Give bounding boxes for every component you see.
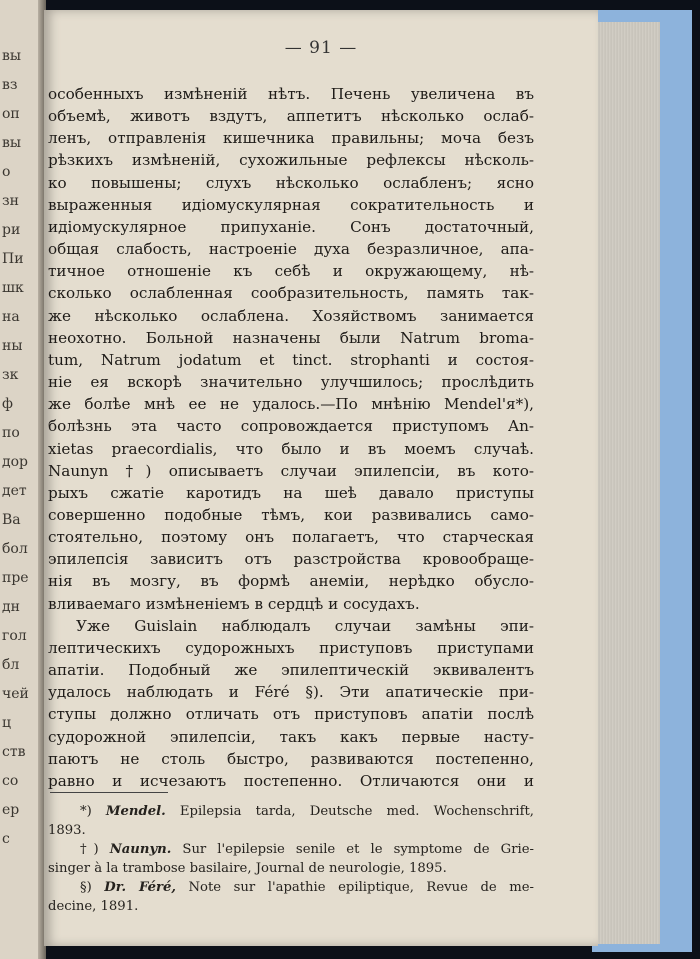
left-page-fragment: ер (2, 802, 20, 818)
text-line: tum, Natrum jodatum et tinct. strophanti и состоя- (48, 350, 534, 369)
text-line: рыхъ сжатіе каротидъ на шеѣ давало приступы (48, 483, 534, 502)
footnote (48, 878, 534, 897)
left-page-fragment: бол (2, 541, 28, 557)
footnote (48, 802, 534, 821)
footnote-author: Dr. Féré, (104, 880, 176, 895)
left-page-fragment: ц (2, 715, 12, 731)
text-line: Уже Guislain наблюдалъ случаи замѣны эпи- (76, 616, 534, 635)
body-text (48, 83, 534, 792)
left-page-fragment: ри (2, 222, 21, 238)
text-line: эпилепсія зависитъ отъ разстройства кровообраще- (48, 550, 534, 569)
footnote-continuation: decine, 1891. (48, 899, 139, 914)
left-page-fragment: вз (2, 77, 18, 93)
left-page-fragment: бл (2, 657, 20, 673)
left-page-fragment: зк (2, 367, 19, 383)
left-page-fragment: ны (2, 338, 23, 354)
text-line: особенныхъ измѣненій нѣтъ. Печень увеличена въ (48, 85, 534, 103)
page-edges (596, 22, 660, 944)
footnote-continuation: singer à la trambose basilaire, Journal de neurologie, 1895. (48, 861, 447, 876)
text-line: выраженныя идіомускулярная сократительность и (48, 195, 534, 214)
left-page-fragment: пре (2, 570, 29, 586)
footnote-text: Note sur l'apathie epiliptique, Revue de me- (188, 880, 534, 895)
left-page-fragment: оп (2, 106, 20, 122)
left-page-fragment: вы (2, 48, 22, 64)
footnote-rule (50, 792, 168, 793)
left-page-fragment: о (2, 164, 11, 180)
footnotes (48, 802, 534, 916)
left-page-fragment: дет (2, 483, 27, 499)
text-line: нія въ мозгу, въ формѣ анеміи, нерѣдко обусло- (48, 572, 534, 591)
text-line: апатіи. Подобный же эпилептическій эквивалентъ (48, 661, 534, 680)
text-line: неохотно. Больной назначены были Natrum bromа- (48, 328, 534, 347)
book-page (44, 10, 598, 946)
footnote-mark: †) (80, 842, 99, 857)
left-page-fragment: ф (2, 396, 13, 412)
text-line: ленъ, отправленія кишечника правильны; моча безъ (48, 129, 534, 148)
left-page-fragment: чей (2, 686, 29, 702)
text-line: Naunyn †) описываетъ случаи эпилепсіи, въ кото- (48, 461, 534, 480)
text-line: ніе ея вскорѣ значительно улучшилось; прослѣдить (48, 373, 534, 392)
left-page-fragment: со (2, 773, 19, 789)
left-page-fragment: зн (2, 193, 19, 209)
footnote-mark: §) (80, 880, 92, 895)
left-page-fragment: вы (2, 135, 22, 151)
left-page-fragment: Пи (2, 251, 24, 267)
footnote-continuation: 1893. (48, 823, 86, 838)
page-number: — 91 — (284, 38, 358, 58)
left-page-fragment: с (2, 831, 10, 847)
text-line: тичное отношеніе къ себѣ и окружающему, нѣ- (48, 262, 534, 281)
text-line: рѣзкихъ измѣненій, сухожильные рефлексы нѣсколь- (48, 151, 534, 170)
text-line: общая слабость, настроеніе духа безразличное, апа- (48, 240, 534, 259)
footnote-author: Naunyn. (109, 842, 172, 857)
left-page-fragment: шк (2, 280, 24, 296)
text-line: болѣзнь эта часто сопровождается приступомъ An- (48, 417, 534, 436)
text-line: равно и исчезаютъ постепенно. Отличаются они и (48, 771, 534, 790)
left-page-fragment: гол (2, 628, 27, 644)
text-line: же болѣе мнѣ ее не удалось.—По мнѣнію Mendel'я*), (48, 395, 534, 414)
left-page-fragment: ств (2, 744, 26, 760)
footnote-mark: *) (80, 804, 92, 819)
left-page-fragment: на (2, 309, 20, 325)
text-line: паютъ не столь быстро, развиваются постепенно, (48, 749, 534, 768)
footnote-author: Mendel. (105, 804, 166, 819)
text-line: xietas praecordialis, что было и въ моемъ случаѣ. (48, 439, 534, 458)
text-line: совершенно подобные тѣмъ, кои развивались само- (48, 505, 534, 524)
text-line: вливаемаго измѣненіемъ в сердцѣ и сосудахъ. (48, 594, 420, 613)
text-line: лептическихъ судорожныхъ приступовъ приступами (48, 638, 534, 657)
text-line: же нѣсколько ослаблена. Хозяйствомъ занимается (48, 306, 534, 325)
text-line: ко повышены; слухъ нѣсколько ослабленъ; ясно (48, 173, 534, 192)
footnote-text: Sur l'epilepsie senile et le symptome de Grie- (182, 842, 534, 857)
text-line: ступы должно отличать отъ приступовъ апатіи послѣ (48, 705, 534, 724)
text-line: объемѣ, животъ вздутъ, аппетитъ нѣсколько ослаб- (48, 107, 534, 126)
text-line: стоятельно, поэтому онъ полагаетъ, что старческая (48, 528, 534, 547)
left-page-fragment: по (2, 425, 20, 441)
text-line: идіомускулярное припуханіе. Сонъ достаточный, (48, 217, 534, 236)
left-page-fragment: дн (2, 599, 20, 615)
footnote (48, 840, 534, 859)
footnote-text: Epilepsia tarda, Deutsche med. Wochenschrift, (179, 804, 534, 819)
left-page-fragment: дор (2, 454, 29, 470)
text-line: удалось наблюдать и Féré §). Эти апатическіе при- (48, 683, 534, 702)
left-page-fragment: Ва (2, 512, 21, 528)
text-line: сколько ослабленная сообразительность, память так- (48, 284, 534, 303)
text-line: судорожной эпилепсіи, такъ какъ первые насту- (48, 727, 534, 746)
